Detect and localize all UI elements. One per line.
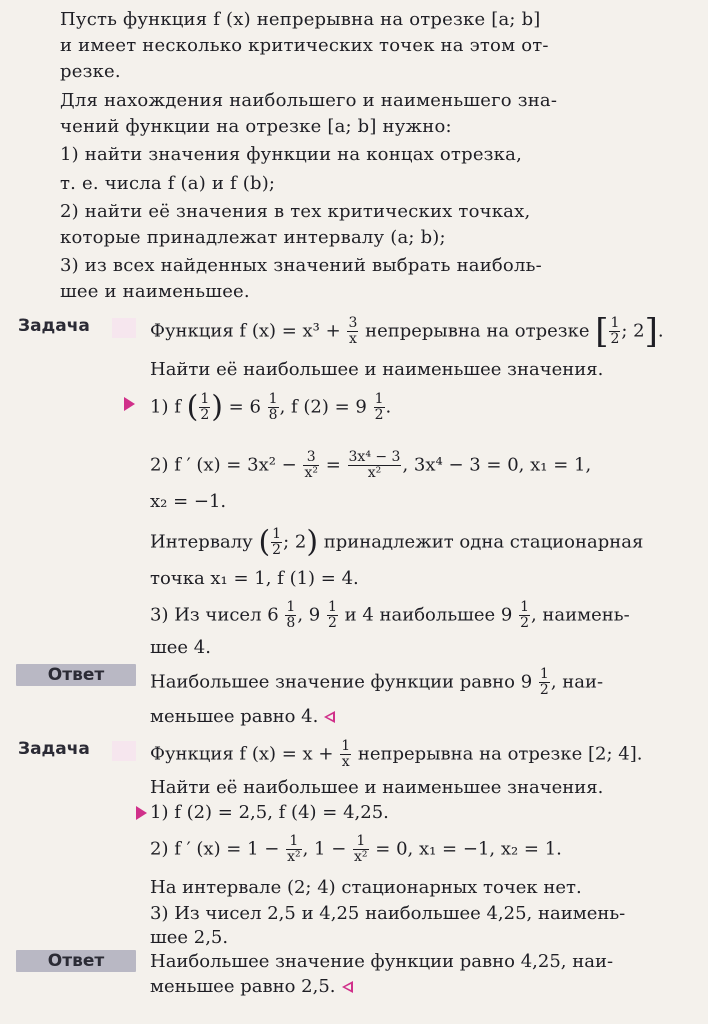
intro-line: которые принадлежат интервалу (a; b); xyxy=(60,227,446,248)
step-text: , 1 − xyxy=(302,838,353,860)
triangle-left-outline-icon xyxy=(342,981,353,993)
interval-text: Интервалу xyxy=(150,531,259,553)
fraction-numerator: 1 xyxy=(327,599,337,615)
intro-line: шее и наименьшее. xyxy=(60,281,250,302)
intro-line: 2) найти её значения в тех критических точках, xyxy=(60,201,531,222)
task-label: Задача xyxy=(18,739,90,759)
fraction-numerator: 1 xyxy=(272,526,282,542)
fraction xyxy=(348,450,402,481)
bracket-close: ] xyxy=(644,311,658,352)
fraction-numerator: 1 xyxy=(286,599,296,615)
answer-label: Ответ xyxy=(47,665,105,685)
task-highlight xyxy=(112,741,136,761)
statement-text: Функция f (x) = x + xyxy=(150,743,340,765)
task1-point: точка x₁ = 1, f (1) = 4. xyxy=(150,568,359,589)
intro-line: 1) найти значения функции на концах отрезка, xyxy=(60,144,522,165)
fraction-denominator: x² xyxy=(304,465,318,481)
task1-step2 xyxy=(150,450,591,481)
fraction-numerator: 3 xyxy=(348,315,358,331)
task2-answer-cont xyxy=(150,975,353,999)
fraction-numerator: 1 xyxy=(268,391,278,407)
fraction-denominator: 2 xyxy=(374,407,384,423)
task2-statement xyxy=(150,739,642,770)
fraction xyxy=(199,392,210,423)
answer-label: Ответ xyxy=(47,951,105,971)
task1-step2-cont: x₂ = −1. xyxy=(150,491,227,512)
fraction xyxy=(353,834,369,865)
statement-text: непрерывна на отрезке xyxy=(359,320,596,342)
task-highlight xyxy=(112,318,136,338)
fraction-numerator: 1 xyxy=(286,834,302,850)
fraction xyxy=(268,392,279,423)
triangle-right-icon xyxy=(124,397,135,411)
step-text: = 6 xyxy=(222,396,267,418)
fraction-numerator: 1 xyxy=(610,315,620,331)
intro-line: Для нахождения наибольшего и наименьшего зна- xyxy=(60,90,558,111)
fraction-numerator: 1 xyxy=(539,666,549,682)
fraction-numerator: 1 xyxy=(353,834,369,850)
bracket-open: [ xyxy=(595,311,609,352)
task2-step1: 1) f (2) = 2,5, f (4) = 4,25. xyxy=(150,802,389,823)
interval-tail: ; 2 xyxy=(283,531,307,553)
task2-step2 xyxy=(150,834,562,865)
triangle-left-outline-icon xyxy=(324,711,335,723)
intro-line: и имеет несколько критических точек на этом от- xyxy=(60,35,549,56)
fraction xyxy=(303,450,319,481)
fraction-numerator: 3 xyxy=(303,450,319,466)
fraction-denominator: x² xyxy=(287,849,301,865)
step-text: , f (2) = 9 xyxy=(279,396,373,418)
fraction-numerator: 1 xyxy=(341,738,351,754)
task1-find: Найти её наибольшее и наименьшее значения. xyxy=(150,359,604,380)
task1-step3-cont: шее 4. xyxy=(150,637,211,658)
task-label: Задача xyxy=(18,316,90,336)
paren-close: ) xyxy=(211,389,223,425)
task2-step3-cont: шее 2,5. xyxy=(150,927,229,948)
fraction xyxy=(271,527,282,558)
fraction-denominator: x xyxy=(348,331,357,347)
intro-line: резке. xyxy=(60,61,121,82)
fraction xyxy=(539,667,550,698)
segment-tail: ; 2 xyxy=(621,320,645,342)
answer-text: меньшее равно 2,5. xyxy=(150,976,336,997)
fraction-denominator: 2 xyxy=(200,407,210,423)
task1-step3 xyxy=(150,600,630,631)
intro-line: т. е. числа f (a) и f (b); xyxy=(60,173,276,194)
fraction-denominator: 2 xyxy=(610,331,620,347)
statement-text: Функция f (x) = x³ + xyxy=(150,320,347,342)
interval-text: принадлежит одна стационарная xyxy=(318,531,644,553)
fraction-denominator: 8 xyxy=(268,407,278,423)
fraction xyxy=(374,392,385,423)
fraction xyxy=(286,834,302,865)
step-text: = 0, x₁ = −1, x₂ = 1. xyxy=(369,838,562,860)
step-text: и 4 наибольшее 9 xyxy=(338,604,519,626)
fraction-numerator: 1 xyxy=(520,599,529,615)
fraction-denominator: 8 xyxy=(286,615,296,631)
step-text: = xyxy=(319,454,347,476)
triangle-right-icon xyxy=(136,806,147,820)
fraction-denominator: 2 xyxy=(272,542,282,558)
step-text: 2) f ′ (x) = 3x² − xyxy=(150,454,303,476)
paren-open: ( xyxy=(186,389,199,425)
fraction-numerator: 1 xyxy=(374,391,384,407)
answer-text: меньшее равно 4. xyxy=(150,706,319,727)
task1-step1 xyxy=(150,389,392,425)
fraction-numerator: 1 xyxy=(200,391,210,407)
fraction xyxy=(609,316,620,347)
task1-answer-cont xyxy=(150,705,335,729)
step-text: 1) f xyxy=(150,396,187,418)
answer-text: Наибольшее значение функции равно 9 xyxy=(150,671,538,693)
fraction-denominator: x² xyxy=(367,465,382,481)
intro-line: чений функции на отрезке [a; b] нужно: xyxy=(60,116,452,137)
task1-answer xyxy=(150,667,603,698)
fraction xyxy=(519,600,530,631)
step-text: 2) f ′ (x) = 1 − xyxy=(150,838,286,860)
paren-close: ) xyxy=(306,524,319,560)
fraction-denominator: x² xyxy=(354,849,368,865)
task2-step3: 3) Из чисел 2,5 и 4,25 наибольшее 4,25, наимень- xyxy=(150,903,626,924)
fraction-denominator: 2 xyxy=(327,615,337,631)
intro-line: Пусть функция f (x) непрерывна на отрезке [a; b] xyxy=(60,9,541,30)
fraction xyxy=(340,739,351,770)
step-text: . xyxy=(385,396,392,418)
step-text: 3) Из чисел 6 xyxy=(150,604,285,626)
fraction xyxy=(347,316,358,347)
statement-text: непрерывна на отрезке [2; 4]. xyxy=(352,743,643,765)
step-text: , наимень- xyxy=(530,604,630,626)
task2-no-points: На интервале (2; 4) стационарных точек нет. xyxy=(150,877,582,898)
step-text: , 9 xyxy=(297,604,326,626)
fraction xyxy=(327,600,338,631)
fraction xyxy=(285,600,296,631)
fraction-numerator: 3x⁴ − 3 xyxy=(348,449,401,465)
fraction-denominator: 2 xyxy=(520,615,529,631)
task1-statement: Функция f (x) = x³ + $\frac{3}{x}$ непрерывна на отрезке [ $\frac{1}{2}$ ; 2]. xyxy=(150,311,664,352)
paren-open: ( xyxy=(258,524,271,560)
task2-answer: Наибольшее значение функции равно 4,25, наи- xyxy=(150,951,614,972)
answer-text: , наи- xyxy=(550,671,604,693)
intro-line: 3) из всех найденных значений выбрать наиболь- xyxy=(60,255,542,276)
task2-find: Найти её наибольшее и наименьшее значения. xyxy=(150,777,604,798)
task1-interval xyxy=(150,524,644,560)
fraction-denominator: x xyxy=(341,754,350,770)
step-text: , 3x⁴ − 3 = 0, x₁ = 1, xyxy=(402,454,592,476)
fraction-denominator: 2 xyxy=(539,682,549,698)
